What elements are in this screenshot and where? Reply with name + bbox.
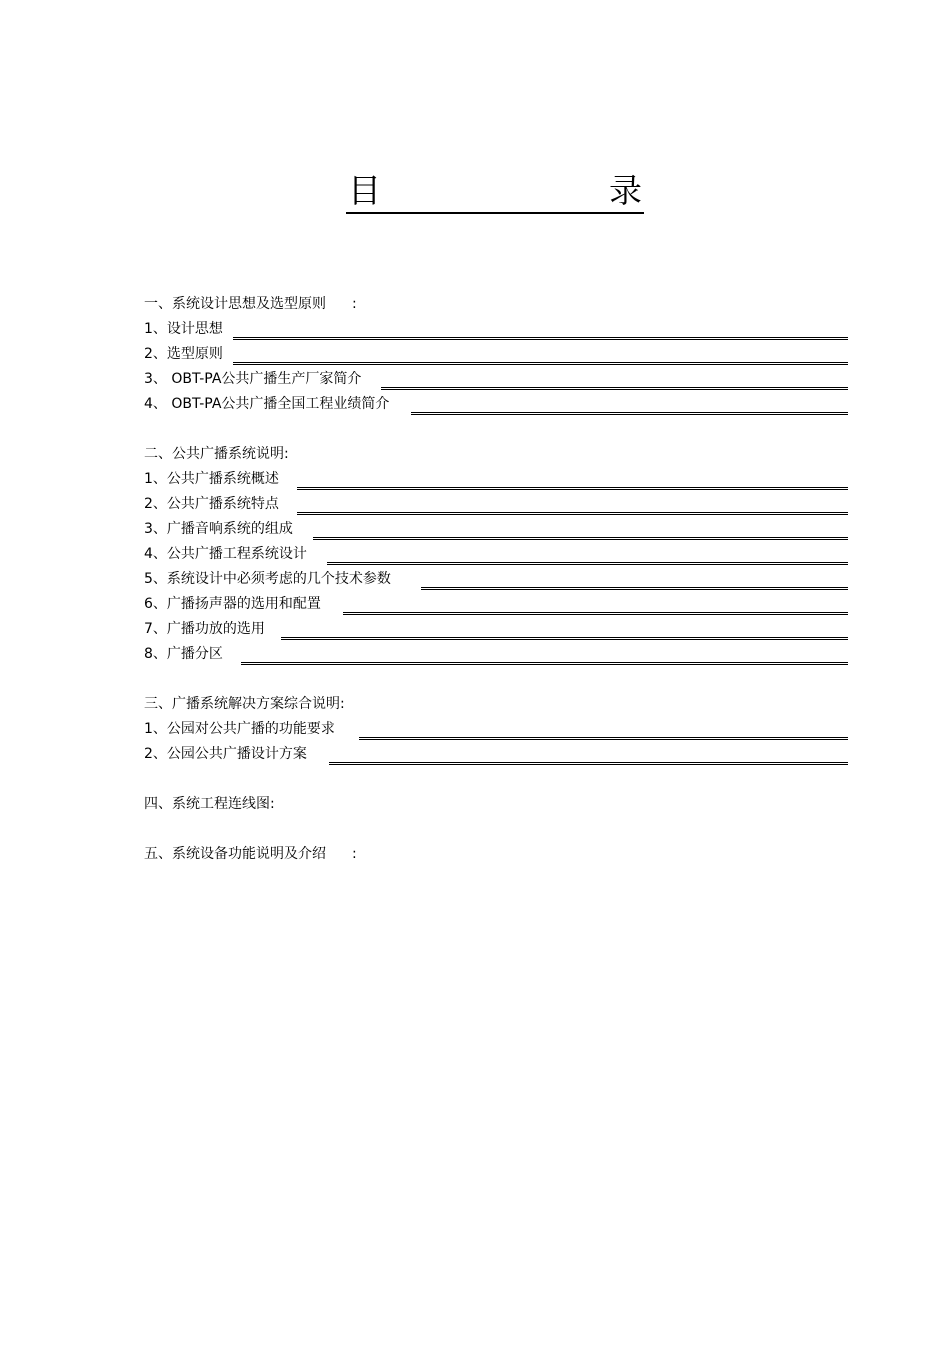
section-heading-text: 三、广播系统解决方案综合说明: [144,696,345,712]
toc-leader-line [233,317,848,338]
section-spacer [144,417,850,442]
toc-item-label: 2、公园公共广播设计方案 [144,746,307,762]
page-title [346,172,644,214]
toc-leader-line [359,717,848,738]
toc-leader-line [329,742,848,763]
toc-item[interactable] [144,517,850,542]
toc-item-label: 6、广播扬声器的选用和配置 [144,596,321,612]
toc-item-label: 1、公共广播系统概述 [144,471,279,487]
toc-item[interactable] [144,317,850,342]
toc-leader-line [421,567,848,588]
toc-item[interactable] [144,542,850,567]
toc-leader-line [297,467,848,488]
toc-section-heading [144,692,850,717]
toc-section-heading [144,792,850,817]
toc-item-label: 7、广播功放的选用 [144,621,265,637]
toc-section-heading [144,842,850,867]
title-char-right: 录 [609,171,642,210]
toc-item[interactable] [144,617,850,642]
toc-item[interactable] [144,467,850,492]
toc-leader-line [327,542,848,563]
toc-item-label: 3、 OBT-PA公共广播生产厂家简介 [144,371,362,387]
section-heading-colon: : [352,296,357,312]
toc-item[interactable] [144,592,850,617]
toc-leader-line [241,642,848,663]
toc-item-label: 1、设计思想 [144,321,223,337]
toc-item[interactable] [144,567,850,592]
toc-item-label: 5、系统设计中必须考虑的几个技术参数 [144,571,391,587]
toc-item[interactable] [144,342,850,367]
table-of-contents [144,292,850,867]
toc-section-heading [144,292,850,317]
toc-item[interactable] [144,642,850,667]
section-spacer [144,817,850,842]
toc-leader-line [313,517,848,538]
section-heading-text: 五、系统设备功能说明及介绍 [144,846,326,862]
toc-item[interactable] [144,742,850,767]
toc-leader-line [281,617,848,638]
toc-item[interactable] [144,717,850,742]
section-spacer [144,667,850,692]
toc-item-label: 1、公园对公共广播的功能要求 [144,721,335,737]
toc-item-label: 8、广播分区 [144,646,223,662]
toc-item-label: 3、广播音响系统的组成 [144,521,293,537]
toc-section-heading [144,442,850,467]
toc-leader-line [411,392,848,413]
toc-item-label: 4、 OBT-PA公共广播全国工程业绩简介 [144,396,390,412]
toc-leader-line [381,367,848,388]
toc-leader-line [233,342,848,363]
toc-item-label: 2、公共广播系统特点 [144,496,279,512]
section-heading-text: 一、系统设计思想及选型原则 [144,296,326,312]
section-spacer [144,767,850,792]
toc-item[interactable] [144,392,850,417]
toc-item-label: 2、选型原则 [144,346,223,362]
toc-item[interactable] [144,367,850,392]
toc-leader-line [297,492,848,513]
toc-item-label: 4、公共广播工程系统设计 [144,546,307,562]
section-heading-text: 四、系统工程连线图: [144,796,275,812]
toc-leader-line [343,592,848,613]
title-char-left: 目 [348,171,381,210]
section-heading-text: 二、公共广播系统说明: [144,446,289,462]
toc-item[interactable] [144,492,850,517]
section-heading-colon: : [352,846,357,862]
